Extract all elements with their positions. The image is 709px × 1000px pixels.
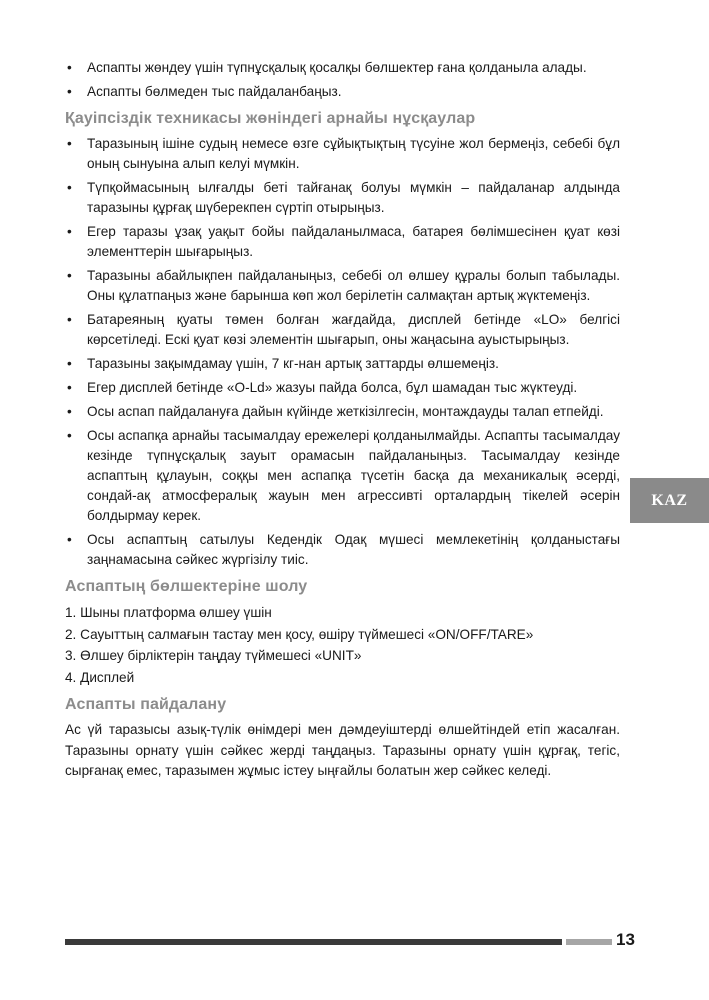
list-item: • Осы аспаптың сатылуы Кедендік Одақ мүшесі мемлекетінің қолданыстағы заңнамасына сәйкес жүргізілу тиіс. bbox=[65, 530, 620, 570]
usage-heading: Аспапты пайдалану bbox=[65, 696, 227, 713]
list-item: • Батареяның қуаты төмен болған жағдайда, дисплей бетінде «LO» белгісі көрсетіледі. Ескі қуат көзі элементін шығарып, оны жаңасына ауыстырыңыз. bbox=[65, 310, 620, 350]
list-item: • Түпқоймасының ылғалды беті тайғанақ болуы мүмкін – пайдаланар алдында таразыны құрғақ шүберекпен сүртіп отырыңыз. bbox=[65, 178, 620, 218]
list-item: • Осы аспап пайдалануға дайын күйінде жеткізілгесін, монтаждауды талап етпейді. bbox=[65, 402, 620, 422]
language-tab: KAZ bbox=[630, 478, 709, 523]
list-item: • Таразыны абайлықпен пайдаланыңыз, себебі ол өлшеу құралы болып табылады. Оны құлатпаңыз және барынша көп жол берілетін салмақтан артық жүктемеңіз. bbox=[65, 266, 620, 306]
top-bullet-list bbox=[65, 58, 620, 102]
parts-list-item: 4. Дисплей bbox=[65, 669, 135, 685]
safety-bullet-list bbox=[65, 134, 620, 570]
footer-bar-accent bbox=[566, 939, 612, 945]
usage-paragraph: Ас үй таразысы азық-түлік өнімдері мен дәмдеуіштерді өлшейтіндей етіп жасалған. Таразыны орнату үшін сәйкес жерді таңдаңыз. Таразыны орнату үшін құрғақ, тегіс, сырғанақ емес, таразымен жұмыс істеу ыңғайлы болатын жер сәйкес келеді. bbox=[65, 722, 620, 778]
parts-list bbox=[65, 602, 620, 688]
parts-list-item: 3. Өлшеу бірліктерін таңдау түймешесі «UNIT» bbox=[65, 648, 362, 663]
overview-heading: Аспаптың бөлшектеріне шолу bbox=[65, 578, 308, 595]
page-content bbox=[65, 58, 620, 782]
list-item: • Таразының ішіне судың немесе өзге сұйықтықтың түсуіне жол бермеңіз, себебі бұл оның сынуына алып келуі мүмкін. bbox=[65, 134, 620, 174]
list-item: • Таразыны зақымдамау үшін, 7 кг-нан артық заттарды өлшемеңіз. bbox=[65, 354, 620, 374]
list-item: • Егер таразы ұзақ уақыт бойы пайдаланылмаса, батарея бөлімшесінен қуат көзі элементтерін шығарыңыз. bbox=[65, 222, 620, 262]
list-item: • Аспапты жөндеу үшін түпнұсқалық қосалқы бөлшектер ғана қолданыла алады. bbox=[65, 58, 620, 78]
parts-list-item: 1. Шыны платформа өлшеу үшін bbox=[65, 605, 272, 620]
footer-bar bbox=[65, 939, 562, 945]
list-item: • Аспапты бөлмеден тыс пайдаланбаңыз. bbox=[65, 82, 620, 102]
page-number: 13 bbox=[616, 930, 635, 949]
list-item: • Егер дисплей бетінде «O-Ld» жазуы пайда болса, бұл шамадан тыс жүктеуді. bbox=[65, 378, 620, 398]
safety-heading: Қауіпсіздік техникасы жөніндегі арнайы нұсқаулар bbox=[65, 110, 476, 127]
list-item: • Осы аспапқа арнайы тасымалдау ережелері қолданылмайды. Аспапты тасымалдау кезінде түпнұсқалық зауыт орамасын пайдаланыңыз. Тасымалдау кезінде аспаптың құлауын, соққы мен аспапқа түсетін басқа да механикалық әсерді, сондай-ақ атмосфералық жауын мен агрессивті орталардың тікелей әсерін болдырмау керек. bbox=[65, 426, 620, 526]
parts-list-item: 2. Сауыттың салмағын тастау мен қосу, өшіру түймешесі «ON/OFF/TARE» bbox=[65, 626, 534, 642]
